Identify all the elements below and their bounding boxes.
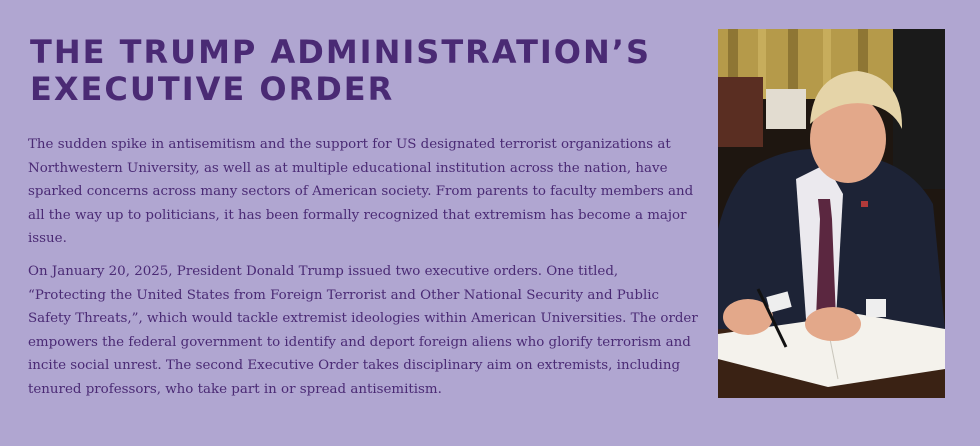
article-title-line-2: EXECUTIVE ORDER	[30, 70, 395, 108]
paragraph-2: On January 20, 2025, President Donald Trump issued two executive orders. One titled, “Protecting the United States from Foreign Terrorist and Other National Security and Public Safety Threats,”, which would tackle extremist ideologies within American Universities. The order empowers the federal government to identify and deport foreign aliens who glorify terrorism and incite social unrest. The second Executive Order takes disciplinary aim on extremists, including tenured professors, who take part in or spread antisemitism.	[28, 263, 698, 397]
article-body	[28, 133, 698, 411]
article-title	[30, 34, 690, 108]
article-title-line-1: THE TRUMP ADMINISTRATION’S	[30, 33, 651, 71]
article-photo	[718, 29, 945, 398]
paragraph-1: The sudden spike in antisemitism and the support for US designated terrorist organizations at Northwestern University, as well as at multiple educational institution across the nation, have sparked concerns across many sectors of American society. From parents to faculty members and all the way up to politicians, it has been formally recognized that extremism has become a major issue.	[28, 137, 694, 247]
